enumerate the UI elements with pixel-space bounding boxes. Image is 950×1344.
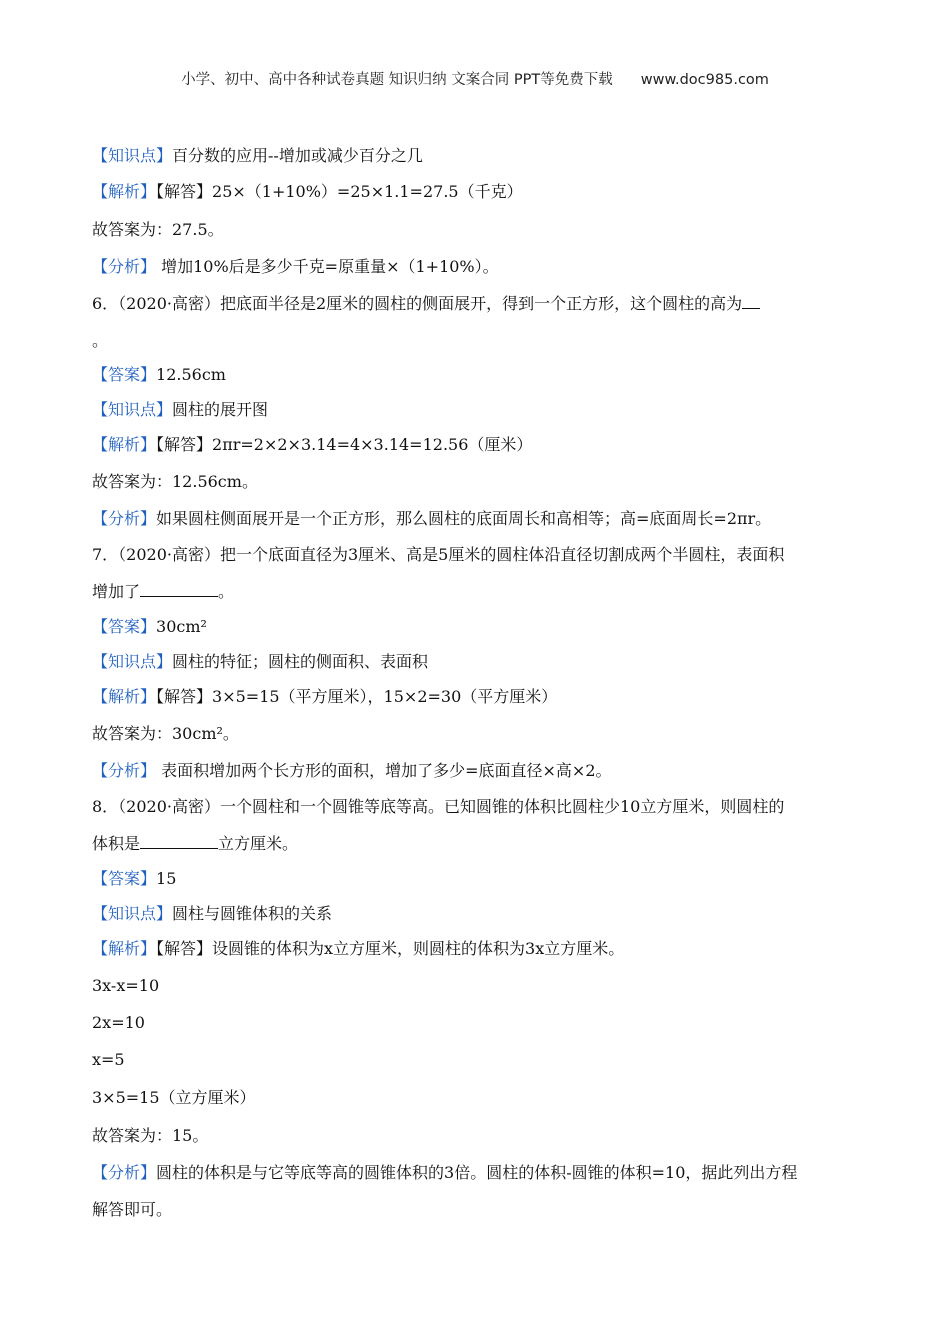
answer-line: 【答案】15	[92, 869, 177, 888]
tag-answer: 【答案】	[92, 869, 157, 888]
question-7: 7．（2020·高密）把一个底面直径为3厘米、高是5厘米的圆柱体沿直径切割成两个半圆柱，表面积	[92, 545, 785, 564]
equation-line: 2x=10	[92, 1013, 145, 1032]
equation-line: 3x-x=10	[92, 976, 160, 995]
tag-analysis: 【解析】	[92, 435, 157, 454]
answer-summary: 故答案为：15。	[92, 1126, 209, 1145]
explanation-line: 【分析】如果圆柱侧面展开是一个正方形，那么圆柱的底面周长和高相等；高=底面周长=2πr。	[92, 509, 772, 528]
tag-analysis: 【解析】	[92, 939, 157, 958]
answer-blank	[140, 834, 218, 849]
tag-knowledge-point: 【知识点】	[92, 652, 173, 671]
answer-line: 【答案】30cm²	[92, 617, 207, 636]
tag-explanation: 【分析】	[92, 1163, 157, 1182]
answer-summary: 故答案为：27.5。	[92, 220, 224, 239]
knowledge-point-line: 【知识点】百分数的应用--增加或减少百分之几	[92, 146, 423, 165]
explanation-line: 【分析】 表面积增加两个长方形的面积，增加了多少=底面直径×高×2。	[92, 761, 612, 780]
analysis-line: 【解析】【解答】3×5=15（平方厘米），15×2=30（平方厘米）	[92, 687, 558, 706]
tag-explanation: 【分析】	[92, 257, 157, 276]
question-8-cont: 体积是 立方厘米。	[92, 834, 299, 853]
header-text: 小学、初中、高中各种试卷真题 知识归纳 文案合同 PPT等免费下载	[181, 72, 613, 88]
analysis-line: 【解析】【解答】2πr=2×2×3.14=4×3.14=12.56（厘米）	[92, 435, 533, 454]
tag-knowledge-point: 【知识点】	[92, 146, 173, 165]
question-8: 8．（2020·高密）一个圆柱和一个圆锥等底等高。已知圆锥的体积比圆柱少10立方厘米，则圆柱的	[92, 797, 785, 816]
tag-explanation: 【分析】	[92, 761, 157, 780]
knowledge-point-line: 【知识点】圆柱的特征；圆柱的侧面积、表面积	[92, 652, 429, 671]
tag-analysis: 【解析】	[92, 182, 157, 201]
equation-line: 3×5=15（立方厘米）	[92, 1088, 256, 1107]
page-header	[0, 68, 950, 89]
tag-answer: 【答案】	[92, 617, 157, 636]
analysis-line: 【解析】【解答】25×（1+10%）=25×1.1=27.5（千克）	[92, 182, 523, 201]
knowledge-point-line: 【知识点】圆柱与圆锥体积的关系	[92, 904, 333, 923]
question-6-end: 。	[92, 331, 109, 350]
tag-knowledge-point: 【知识点】	[92, 904, 173, 923]
explanation-line: 【分析】 增加10%后是多少千克=原重量×（1+10%）。	[92, 257, 499, 276]
question-7-cont: 增加了 。	[92, 582, 235, 601]
explanation-line-cont: 解答即可。	[92, 1200, 173, 1219]
answer-summary: 故答案为：12.56cm。	[92, 472, 258, 491]
explanation-line: 【分析】圆柱的体积是与它等底等高的圆锥体积的3倍。圆柱的体积-圆锥的体积=10，据此列出方程	[92, 1163, 798, 1182]
answer-blank	[140, 582, 218, 597]
question-6: 6．（2020·高密）把底面半径是2厘米的圆柱的侧面展开，得到一个正方形，这个圆柱的高为	[92, 294, 760, 314]
equation-line: x=5	[92, 1050, 125, 1069]
tag-explanation: 【分析】	[92, 509, 157, 528]
header-site-link[interactable]: www.doc985.com	[640, 72, 769, 88]
knowledge-point-line: 【知识点】圆柱的展开图	[92, 400, 269, 419]
tag-analysis: 【解析】	[92, 687, 157, 706]
answer-line: 【答案】12.56cm	[92, 365, 226, 384]
analysis-line: 【解析】【解答】设圆锥的体积为x立方厘米，则圆柱的体积为3x立方厘米。	[92, 939, 625, 958]
answer-summary: 故答案为：30cm²。	[92, 724, 239, 743]
tag-knowledge-point: 【知识点】	[92, 400, 173, 419]
tag-answer: 【答案】	[92, 365, 157, 384]
answer-blank	[742, 294, 760, 309]
